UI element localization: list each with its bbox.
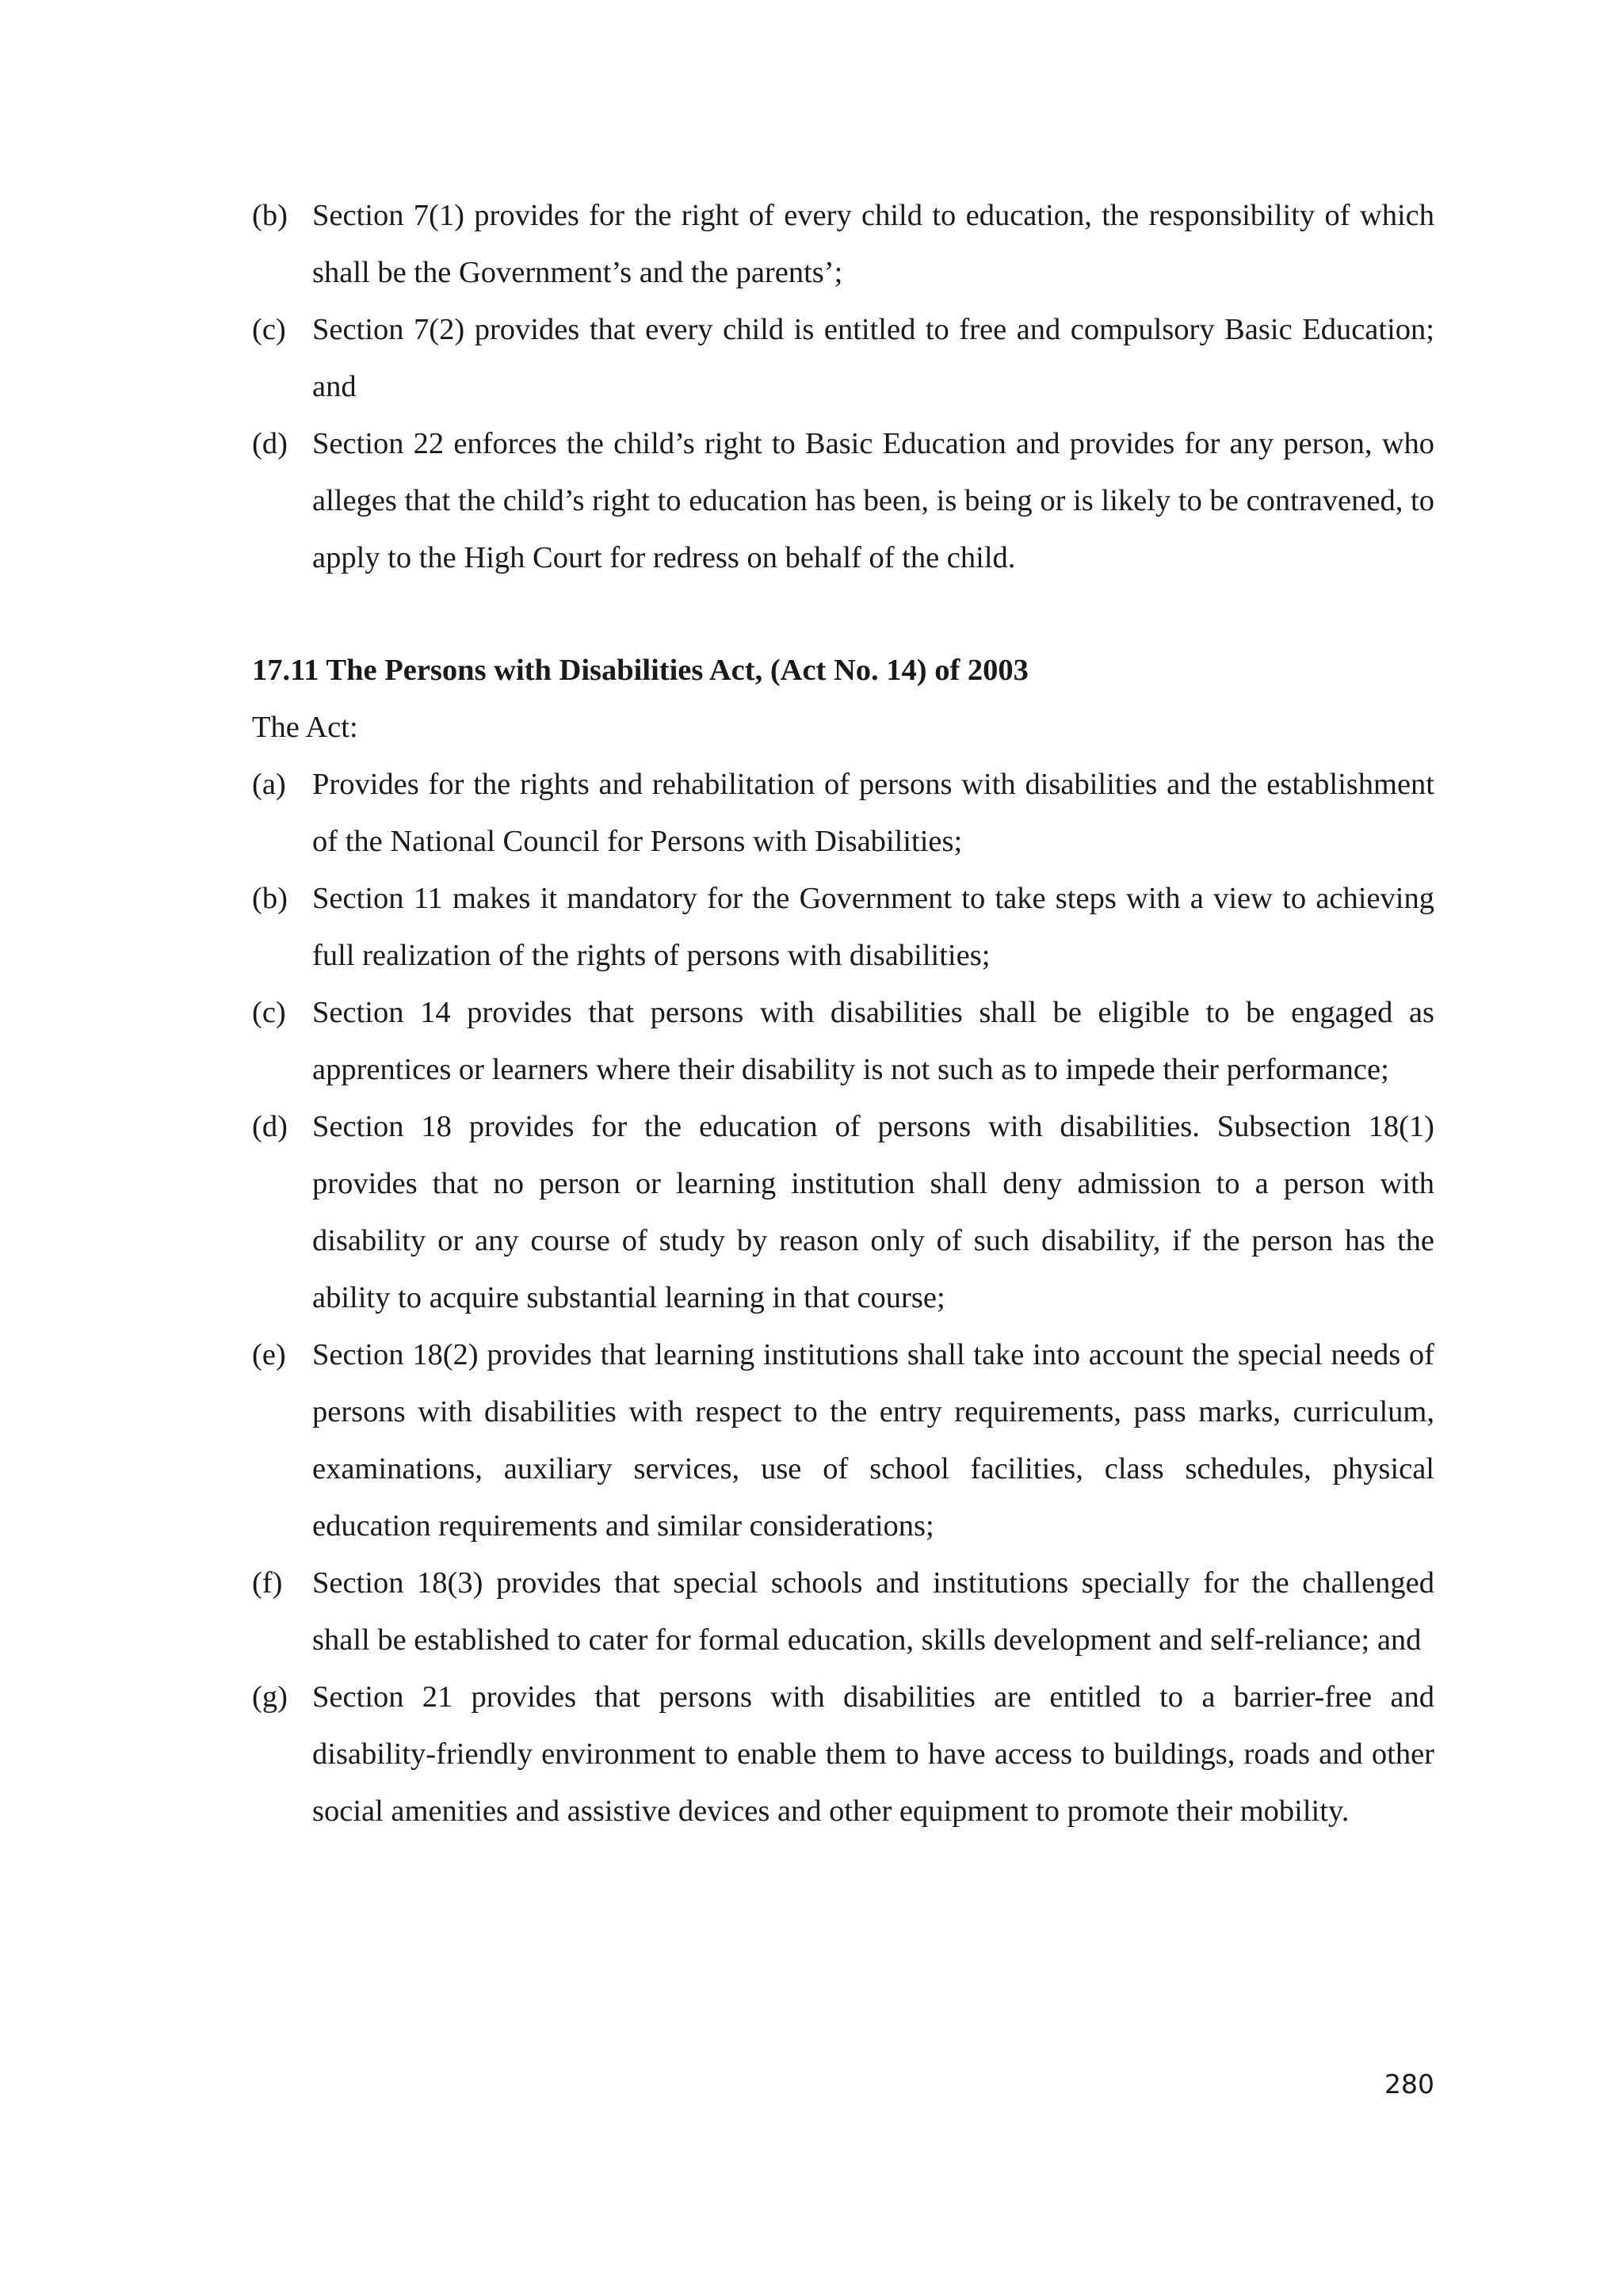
list-item-g <box>252 1669 1434 1840</box>
act-provisions-list <box>252 756 1434 1840</box>
item-text: Provides for the rights and rehabilitation of persons with disabilities and the establishment of the National Council for Persons with Disabilities; <box>312 768 1434 858</box>
item-text: Section 11 makes it mandatory for the Government to take steps with a view to achieving full realization of the rights of persons with disabilities; <box>312 882 1434 972</box>
item-label: (f) <box>252 1566 283 1600</box>
page-content <box>252 187 1434 1840</box>
list-item-a <box>252 756 1434 870</box>
item-text: Section 21 provides that persons with disabilities are entitled to a barrier-free and disability-friendly environment to enable them to have access to buildings, roads and other social amenities and assistive devices and other equipment to promote their mobility. <box>312 1680 1434 1828</box>
list-item-e <box>252 1326 1434 1554</box>
list-item-b <box>252 187 1434 301</box>
item-text: Section 18(3) provides that special schools and institutions specially for the challenged shall be established to cater for formal education, skills development and self-reliance; and <box>312 1566 1434 1657</box>
item-label: (e) <box>252 1338 286 1371</box>
item-text: Section 7(2) provides that every child is entitled to free and compulsory Basic Education; and <box>312 313 1434 403</box>
item-text: Section 18 provides for the education of persons with disabilities. Subsection 18(1) provides that no person or learning institution shall deny admission to a person with disability or any course of study by reason only of such disability, if the person has the ability to acquire substantial learning in that course; <box>312 1110 1434 1314</box>
item-label: (d) <box>252 427 288 460</box>
page-number: 280 <box>1384 2069 1434 2100</box>
item-label: (a) <box>252 768 286 801</box>
list-item-c <box>252 301 1434 415</box>
list-item-d <box>252 1098 1434 1326</box>
item-text: Section 14 provides that persons with disabilities shall be eligible to be engaged as apprentices or learners where their disability is not such as to impede their performance; <box>312 996 1434 1086</box>
list-item-c <box>252 984 1434 1098</box>
item-label: (c) <box>252 996 286 1029</box>
list-item-f <box>252 1554 1434 1669</box>
item-text: Section 18(2) provides that learning institutions shall take into account the special needs of persons with disabilities with respect to the entry requirements, pass marks, curriculum, examinations, auxiliary services, use of school facilities, class schedules, physical education requirements and similar considerations; <box>312 1338 1434 1543</box>
item-label: (c) <box>252 313 286 346</box>
list-item-d <box>252 415 1434 586</box>
section-intro: The Act: <box>252 711 358 744</box>
item-label: (g) <box>252 1680 288 1714</box>
item-label: (d) <box>252 1110 288 1143</box>
item-text: Section 22 enforces the child’s right to Basic Education and provides for any person, who alleges that the child’s right to education has been, is being or is likely to be contravened, to apply to the High Court for redress on behalf of the child. <box>312 427 1434 574</box>
item-text: Section 7(1) provides for the right of every child to education, the responsibility of which shall be the Government’s and the parents’; <box>312 199 1434 289</box>
item-label: (b) <box>252 199 288 232</box>
previous-section-list <box>252 187 1434 586</box>
list-item-b <box>252 870 1434 984</box>
section-heading: 17.11 The Persons with Disabilities Act, (Act No. 14) of 2003 <box>252 654 1029 687</box>
item-label: (b) <box>252 882 288 915</box>
